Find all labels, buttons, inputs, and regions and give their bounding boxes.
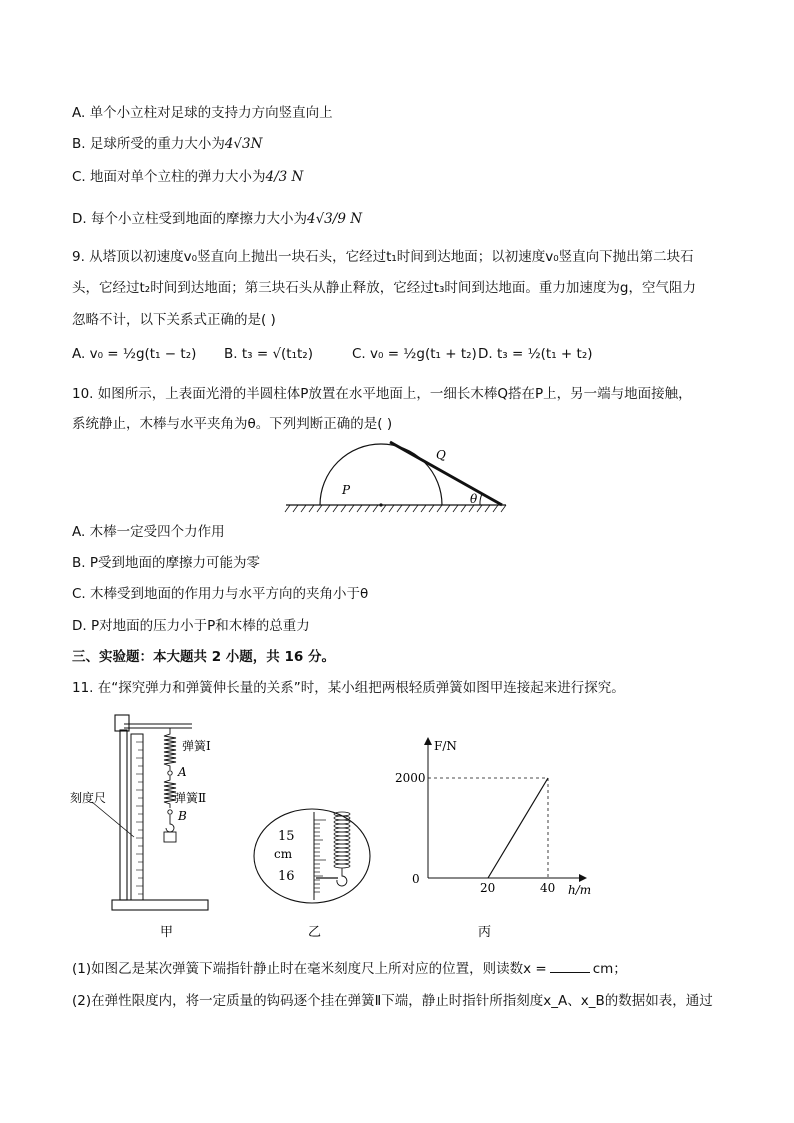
point-b-marker — [168, 810, 172, 814]
q8-option-c-value: 4/3 N — [265, 169, 304, 185]
figure-jia — [64, 710, 224, 940]
q10-stem-line1: 10. 如图所示，上表面光滑的半圆柱体P放置在水平地面上，一细长木棒Q搭在P上，另一端与地面接触， — [72, 386, 692, 402]
label-theta: θ — [470, 492, 478, 506]
q10-option-c: C. 木棒受到地面的作用力与水平方向的夹角小于θ — [72, 586, 369, 602]
q9-option-a: A. v₀ = ½g(t₁ − t₂) — [72, 346, 197, 362]
spring-coils — [334, 812, 350, 868]
q10-stem-line2: 系统静止，木棒与水平夹角为θ。下列判断正确的是( ) — [72, 416, 393, 432]
q11-part1: (1)如图乙是某次弹簧下端指针静止时在毫米刻度尺上所对应的位置，则读数x = cm； — [72, 961, 627, 977]
q11-part2: (2)在弹性限度内，将一定质量的钩码逐个挂在弹簧Ⅱ下端，静止时指针所指刻度x_A、x_B的数据如表，通过 — [72, 993, 713, 1009]
ruler-body — [131, 734, 143, 900]
hook-weight — [164, 832, 176, 842]
magnifier-ellipse — [254, 809, 370, 903]
rod-q — [390, 442, 502, 505]
half-cylinder-p — [320, 444, 442, 505]
scale-ticks — [314, 820, 326, 892]
q10-option-b: B. P受到地面的摩擦力可能为零 — [72, 555, 260, 571]
label-unit-cm: cm — [274, 847, 293, 861]
q8-option-a: A. 单个小立柱对足球的支持力方向竖直向上 — [72, 105, 333, 121]
spring-hook — [337, 868, 347, 886]
caption-jia: 甲 — [160, 925, 174, 940]
q9-option-c: C. v₀ = ½g(t₁ + t₂) — [352, 346, 477, 362]
q10-figure — [284, 435, 514, 517]
stand-base — [112, 900, 208, 910]
x-tick-label-20: 20 — [480, 881, 496, 895]
label-spring-two: 弹簧Ⅱ — [174, 791, 207, 805]
q9-stem-line3: 忽略不计，以下关系式正确的是( ) — [72, 312, 276, 328]
stand-pole — [120, 730, 127, 900]
caption-bing: 丙 — [478, 925, 492, 940]
caption-yi: 乙 — [308, 925, 322, 940]
answer-blank[interactable] — [550, 972, 590, 973]
label-q: Q — [436, 448, 446, 462]
q8-option-c: C. 地面对单个立柱的弹力大小为4/3 N — [72, 169, 304, 185]
label-point-a: A — [178, 765, 187, 779]
q9-option-d: D. t₃ = ½(t₁ + t₂) — [478, 346, 593, 362]
ruler-ticks — [136, 742, 143, 894]
clamp-block — [115, 715, 129, 731]
q8-option-b: B. 足球所受的重力大小为4√3N — [72, 136, 263, 152]
y-tick-label-2000: 2000 — [395, 771, 426, 785]
label-spring-one: 弹簧Ⅰ — [182, 739, 211, 753]
label-ruler: 刻度尺 — [70, 791, 107, 805]
ground-hatching — [285, 505, 506, 512]
origin-label: 0 — [412, 872, 420, 886]
section-heading: 三、实验题：本大题共 2 小题，共 16 分。 — [72, 649, 335, 665]
figure-yi — [250, 800, 380, 945]
q9-stem-line2: 头，它经过t₂时间到达地面；第三块石头从静止释放，它经过t₃时间到达地面。重力加速度为g，空气阻力 — [72, 280, 696, 296]
x-tick-label-40: 40 — [540, 881, 556, 895]
axis-label-y: F/N — [434, 739, 457, 753]
q8-option-b-value: 4√3N — [224, 136, 263, 152]
label-p: P — [342, 483, 351, 497]
ruler-pointer-line — [92, 802, 134, 837]
q10-option-a: A. 木棒一定受四个力作用 — [72, 524, 225, 540]
half-cylinder-center — [379, 503, 382, 506]
q11-stem-line1: 11. 在“探究弹力和弹簧伸长量的关系”时，某小组把两根轻质弹簧如图甲连接起来进行探究。 — [72, 680, 625, 696]
label-tick-15: 15 — [278, 829, 295, 844]
label-point-b: B — [178, 809, 187, 823]
label-tick-16: 16 — [278, 869, 295, 884]
q9-option-b: B. t₃ = √(t₁t₂) — [224, 346, 313, 362]
q8-option-d-value: 4√3/9 N — [306, 211, 363, 227]
q8-option-d: D. 每个小立柱受到地面的摩擦力大小为4√3/9 N — [72, 211, 363, 227]
hook — [166, 815, 174, 832]
axis-label-x: h/m — [568, 883, 592, 897]
q10-option-d: D. P对地面的压力小于P和木棒的总重力 — [72, 618, 310, 634]
figure-bing-chart — [390, 730, 600, 945]
point-a-marker — [168, 771, 172, 775]
q9-stem-line1: 9. 从塔顶以初速度v₀竖直向上抛出一块石头，它经过t₁时间到达地面；以初速度v₀竖直向下抛出第二块石 — [72, 249, 694, 265]
series-line-f — [488, 778, 548, 878]
spring-one — [164, 728, 176, 770]
angle-arc — [480, 494, 482, 505]
